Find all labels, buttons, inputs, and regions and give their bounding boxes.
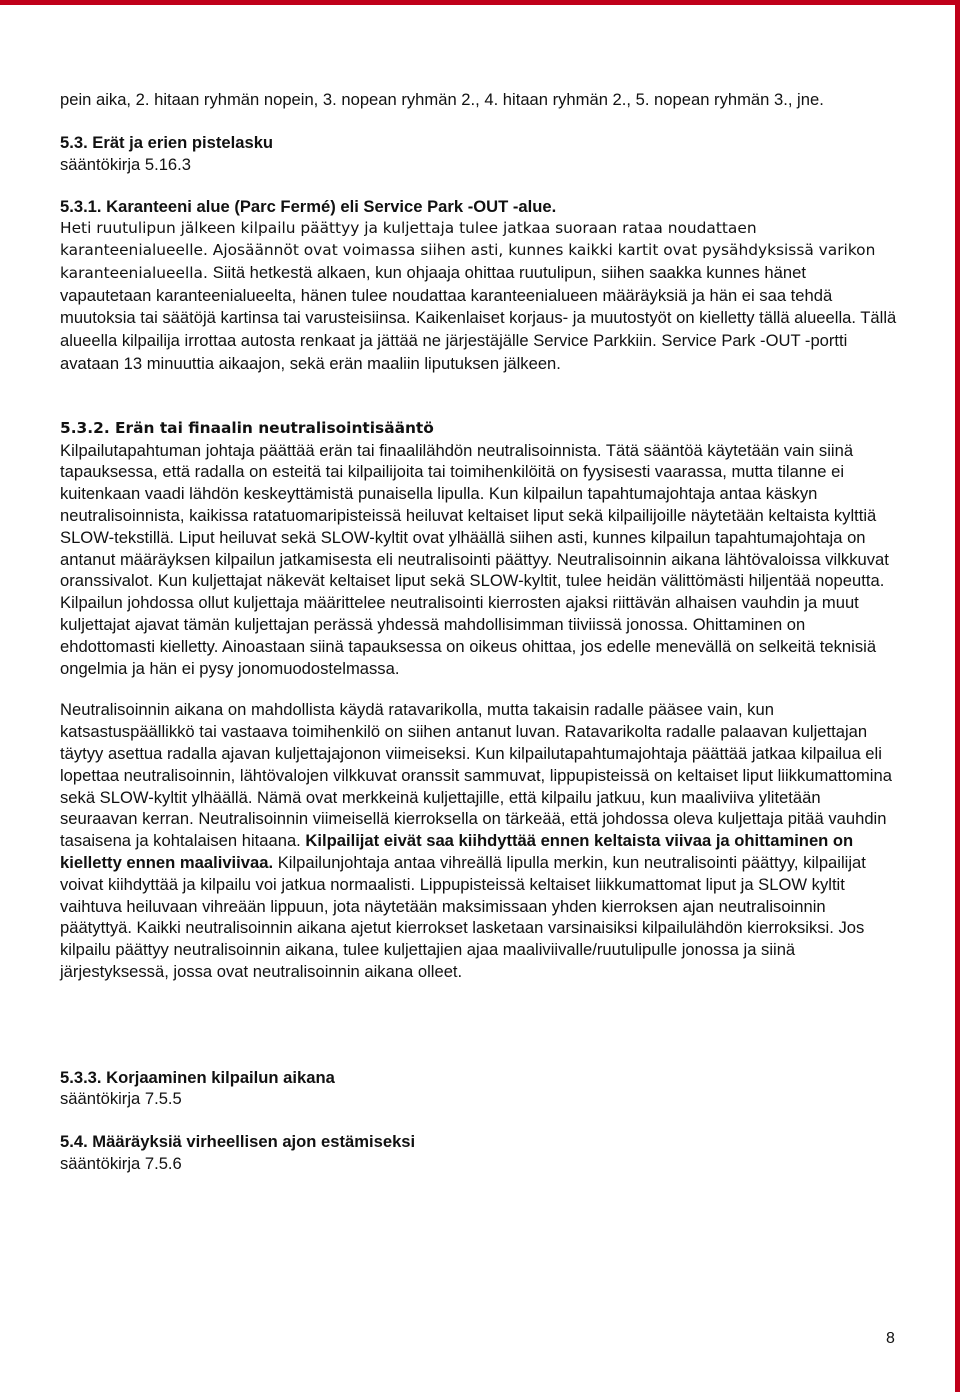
section-5-3-3-heading: 5.3.3. Korjaaminen kilpailun aikana: [60, 1067, 335, 1087]
section-5-3-2-text-b: Kilpailunjohtaja antaa vihreällä lipulla merkin, kun neutralisointi päättyy, kilpailijat voivat kiihdyttää ja kilpailu voi jatkua normaalisti. Lippupisteissä keltaiset liikkumattomat liput ja SLOW kyltit vaihtuva heiluvaan vihreään lippuun, jota näytetään maksimissaan yhden kierroksen ajan neutralisoinnin päätyttyä. Kaikki neutralisoinnin aikana ajetut kierrokset lasketaan varsinaisiksi kilpailulähdön kierroksiksi. Jos kilpailu päättyy neutralisoinnin aikana, tulee kuljettajien ajaa maaliviivalle/ruutulipulle jonossa ja siinä järjestyksessä, jossa ovat neutralisoinnin aikana olleet.: [60, 852, 866, 981]
section-5-3-2-paragraph-2: [60, 699, 898, 982]
section-5-3-3-reference: sääntökirja 7.5.5: [60, 1089, 182, 1109]
section-5-3-2-heading: 5.3.2. Erän tai finaalin neutralisointisääntö: [60, 418, 434, 437]
section-5-3-2-bold-rule: Kilpailijat eivät saa kiihdyttää ennen keltaista viivaa ja ohittaminen on kielletty ennen maaliviivaa.: [60, 831, 854, 872]
section-5-3-1-heading: 5.3.1. Karanteeni alue (Parc Fermé) eli Service Park -OUT -alue.: [60, 197, 557, 217]
section-5-3-2-text-a: Neutralisoinnin aikana on mahdollista käydä ratavarikolla, mutta takaisin radalle pääsee vain, kun katsastuspäällikkö tai vastaava toimihenkilö on siihen antanut luvan. Ratavarikolta radalle palaavan kuljettajan täytyy asettua radalla ajavan kuljettajajonon viimeiseksi. Kun kilpailutapahtumajohtaja päättää jatkaa kilpailua eli lopettaa neutralisoinnin, lähtövalojen vilkkuvat oranssit sammuvat, lippupisteissä on keltaiset liput liikkumattomina sekä SLOW-kyltit ylhäällä. Nämä ovat merkkeinä kuljettajille, että kilpailu jatkuu, kun maaliviiva ylitetään seuraavan kerran. Neutralisoinnin viimeisellä kierroksella on tärkeää, että johdossa oleva kuljettaja pitää vauhdin tasaisena ja kohtalaisen hitaana.: [60, 700, 892, 851]
page-number: 8: [886, 1330, 895, 1347]
section-5-3-heading: 5.3. Erät ja erien pistelasku: [60, 132, 274, 152]
page-content: [60, 89, 898, 1175]
section-5-4-reference: sääntökirja 7.5.6: [60, 1154, 182, 1174]
section-5-3-2-paragraph-1: Kilpailutapahtuman johtaja päättää erän tai finaalilähdön neutralisoinnista. Tätä sääntöä käytetään vain siinä tapauksessa, että radalla on esteitä tai kilpailijoita tai toimihenkilöitä on fyysisesti vaarassa, mutta tilanne ei kuitenkaan vaadi lähdön keskeyttämistä punaisella lipulla. Kun kilpailun tapahtumajohtaja antaa käskyn neutralisoinnista, kaikissa ratatuomaripisteissä heiluvat keltaiset liput sekä kilpailijoille näytetään keltaista kylttiä SLOW-tekstillä. Liput heiluvat sekä SLOW-kyltit ovat ylhäällä siihen asti, kunnes kilpailun tapahtumajohtaja on antanut määräyksen kilpailun jatkamisesta eli neutralisointi päättyy. Neutralisoinnin aikana lähtövaloissa vilkkuvat oranssivalot. Kun kuljettajat näkevät keltaiset liput sekä SLOW-kyltit, tulee heidän välittömästi hiljentää nopeutta. Kilpailun johdossa ollut kuljettaja määrittelee neutralisointi kierrosten ajaksi riittävän alhaisen vauhdin ja muut kuljettajat ajavat tämän kuljettajan perässä yhdessä mahdollisimman tiiviissä jonossa. Ohittaminen on ehdottomasti kielletty. Ainoastaan siinä tapauksessa on oikeus ohittaa, jos edelle menevällä on selkeitä teknisiä ongelmia ja hän ei pysy jonomuodostelmassa.: [60, 440, 889, 678]
section-5-3-1-paragraph: [60, 218, 898, 376]
section-5-4-heading: 5.4. Määräyksiä virheellisen ajon estämiseksi: [60, 1132, 416, 1152]
section-5-3-1-text-a: Heti ruutulipun jälkeen kilpailu päättyy ja kuljettaja tulee jatkaa suoraan rataa noudattaen karanteenialueelle. Ajosäännöt ovat voimassa siihen asti, kunnes kaikki kartit ovat pysähdyksissä varikon karanteenialueella.: [60, 219, 876, 282]
section-5-3-reference: sääntökirja 5.16.3: [60, 154, 191, 174]
intro-paragraph: pein aika, 2. hitaan ryhmän nopein, 3. nopean ryhmän 2., 4. hitaan ryhmän 2., 5. nopean ryhmän 3., jne.: [60, 90, 824, 109]
section-5-3-1-text-b: Siitä hetkestä alkaen, kun ohjaaja ohittaa ruutulipun, siihen saakka kunnes hänet vapautetaan karanteenialueelta, hänen tulee noudattaa karanteenialueen määräyksiä ja hän ei saa tehdä muutoksia tai säätöjä kartinsa tai varusteisiinsa. Kaikenlaiset korjaus- ja muutostyöt on kielletty tällä alueella. Tällä alueella kilpailija irrottaa autosta renkaat ja jättää ne järjestäjälle Service Parkkiin. Service Park -OUT -portti avataan 13 minuuttia aikaajon, sekä erän maaliin liputuksen jälkeen.: [60, 262, 897, 373]
